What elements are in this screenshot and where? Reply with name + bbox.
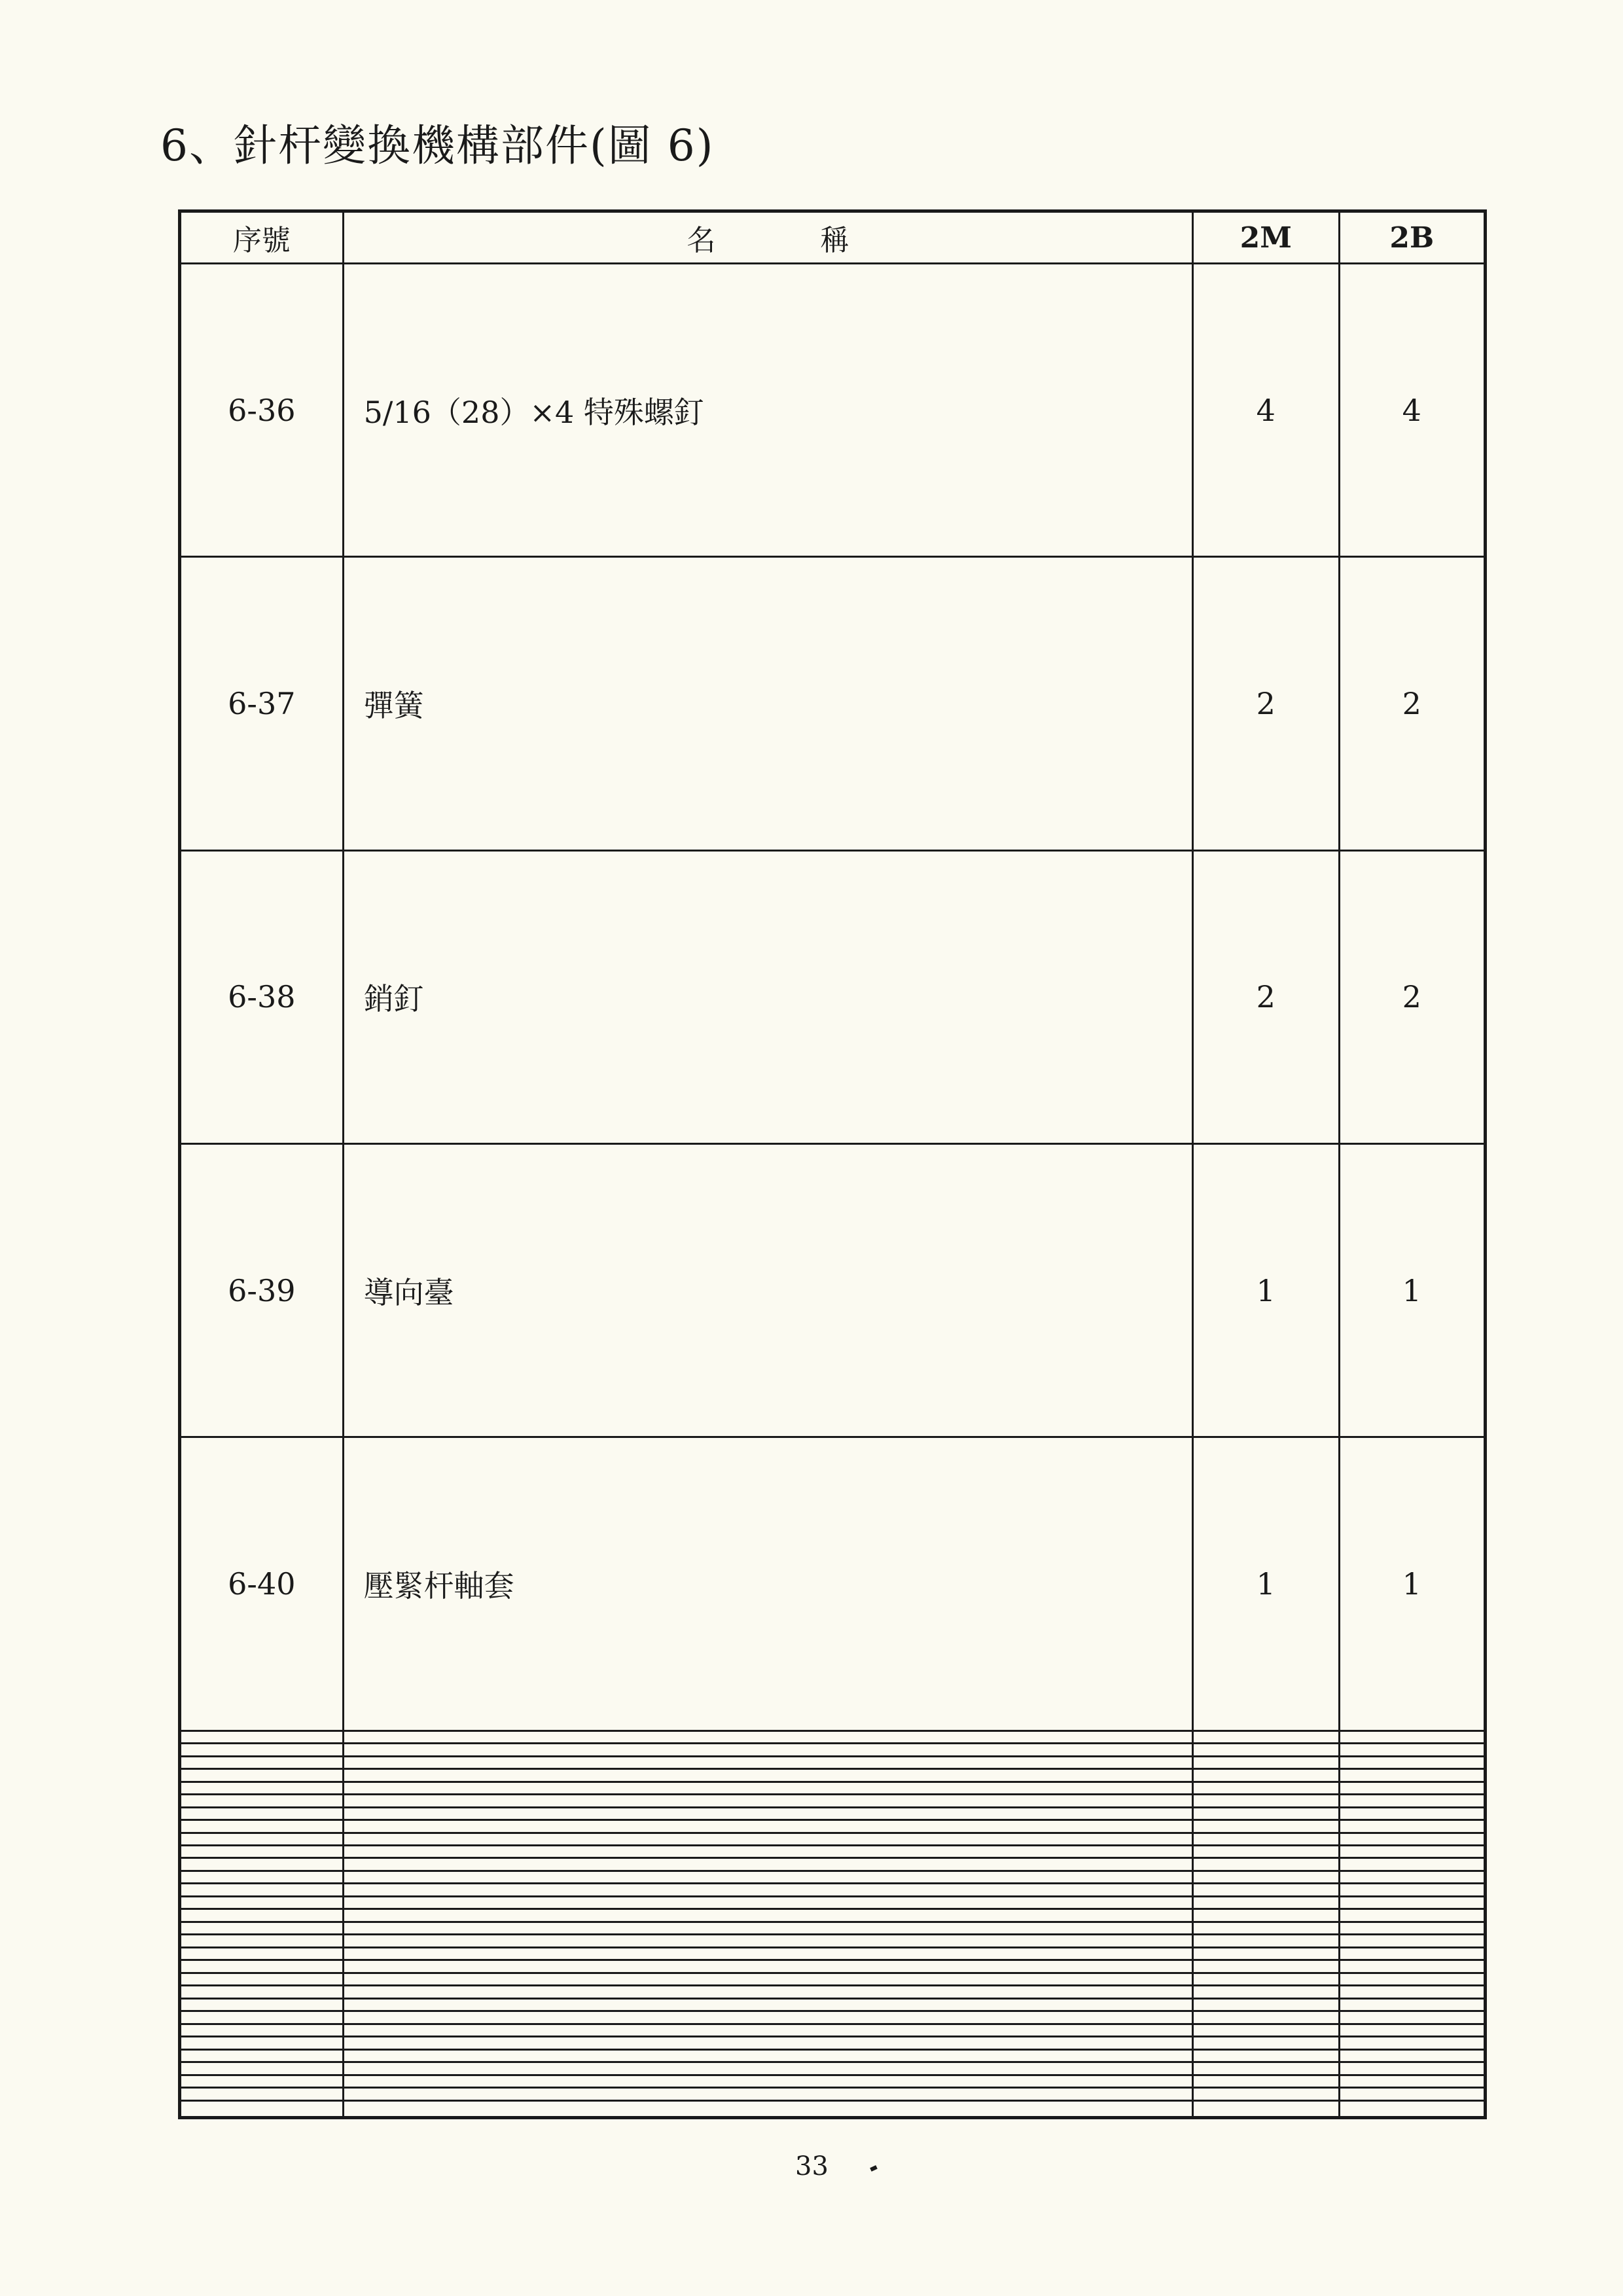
cell-qty-2b [1339,2075,1485,2087]
cell-qty-2b [1339,1896,1485,1909]
empty-table-row [180,2011,1486,2024]
table-row [180,850,1486,1143]
cell-name [343,2062,1192,2075]
cell-qty-2m [1193,1795,1339,1807]
cell-number [180,2049,344,2062]
empty-table-row [180,1935,1486,1947]
cell-number [180,1782,344,1794]
cell-qty-2b [1339,1986,1485,1998]
cell-number [180,2024,344,2036]
cell-qty-2m [1193,2088,1339,2100]
cell-qty-2b: 2 [1339,850,1485,1143]
cell-qty-2b [1339,1731,1485,1743]
cell-number [180,1986,344,1998]
empty-table-row [180,2075,1486,2087]
empty-table-row [180,1820,1486,1833]
cell-qty-2b [1339,2011,1485,2024]
cell-qty-2m: 2 [1193,557,1339,850]
cell-name [343,2024,1192,2036]
cell-number [180,1769,344,1782]
cell-name: 彈簧 [343,557,1192,850]
empty-table-row [180,1795,1486,1807]
cell-name: 銷釘 [343,850,1192,1143]
header-name [343,211,1192,264]
cell-name [343,1909,1192,1922]
cell-qty-2b [1339,1744,1485,1756]
cell-name [343,1820,1192,1833]
cell-name [343,1782,1192,1794]
table-row [180,264,1486,557]
cell-qty-2m: 1 [1193,1143,1339,1437]
cell-name [343,2037,1192,2049]
cell-number [180,1922,344,1934]
cell-qty-2m [1193,1807,1339,1820]
header-name-part2: 稱 [820,224,849,257]
cell-number [180,2075,344,2087]
cell-qty-2m [1193,2062,1339,2075]
header-qty-2m: 2M [1193,211,1339,264]
empty-table-row [180,1833,1486,1845]
cell-qty-2m [1193,1947,1339,1960]
cell-name: 壓緊杆軸套 [343,1437,1192,1731]
cell-qty-2b [1339,1846,1485,1858]
cell-qty-2b [1339,1795,1485,1807]
cell-qty-2b [1339,1973,1485,1985]
empty-table-row [180,1744,1486,1756]
empty-table-row [180,1909,1486,1922]
empty-table-row [180,1998,1486,2011]
cell-number [180,1960,344,1973]
empty-table-row [180,1731,1486,1743]
empty-table-row [180,1871,1486,1883]
cell-name [343,1731,1192,1743]
cell-qty-2m: 4 [1193,264,1339,557]
cell-name [343,1744,1192,1756]
cell-qty-2b [1339,1960,1485,1973]
cell-name: 5/16（28）×4 特殊螺釘 [343,264,1192,557]
empty-table-row [180,2037,1486,2049]
cell-qty-2m [1193,1858,1339,1871]
cell-qty-2m [1193,2037,1339,2049]
cell-qty-2b: 2 [1339,557,1485,850]
cell-qty-2b: 1 [1339,1143,1485,1437]
cell-number [180,2100,344,2117]
cell-name [343,1935,1192,1947]
empty-table-row [180,1782,1486,1794]
empty-table-row [180,1960,1486,1973]
table-body [180,264,1486,2118]
cell-qty-2m [1193,2049,1339,2062]
cell-number [180,2088,344,2100]
cell-number [180,1833,344,1845]
empty-table-row [180,1756,1486,1768]
cell-name [343,1896,1192,1909]
cell-number [180,1756,344,1768]
cell-name [343,1922,1192,1934]
cell-qty-2m [1193,2024,1339,2036]
header-number: 序號 [180,211,344,264]
cell-number [180,1744,344,1756]
cell-name [343,1833,1192,1845]
cell-number [180,1973,344,1985]
cell-number [180,1807,344,1820]
cell-name: 導向臺 [343,1143,1192,1437]
table-row [180,557,1486,850]
cell-number [180,2037,344,2049]
header-name-part1: 名 [687,224,716,257]
cell-qty-2b: 1 [1339,1437,1485,1731]
cell-name [343,2075,1192,2087]
cell-number: 6-38 [180,850,344,1143]
cell-number [180,2062,344,2075]
empty-table-row [180,2049,1486,2062]
empty-table-row [180,1884,1486,1896]
cell-number [180,1935,344,1947]
cell-number [180,1884,344,1896]
cell-qty-2m [1193,1922,1339,1934]
page-title: 6、針杆變換機構部件(圖 6) [160,120,715,171]
cell-number: 6-36 [180,264,344,557]
empty-table-row [180,1858,1486,1871]
header-qty-2b: 2B [1339,211,1485,264]
cell-qty-2b [1339,2100,1485,2117]
page-number: 33 [795,2151,829,2181]
cell-qty-2b [1339,1756,1485,1768]
cell-name [343,1960,1192,1973]
empty-table-row [180,1769,1486,1782]
cell-qty-2m [1193,1744,1339,1756]
cell-name [343,1769,1192,1782]
cell-qty-2m [1193,1960,1339,1973]
empty-table-row [180,1973,1486,1985]
cell-number [180,1947,344,1960]
cell-number [180,1871,344,1883]
cell-qty-2m [1193,1846,1339,1858]
cell-number: 6-40 [180,1437,344,1731]
cell-qty-2b [1339,1871,1485,1883]
cell-qty-2b [1339,2062,1485,2075]
cell-qty-2b [1339,1935,1485,1947]
cell-qty-2b [1339,2088,1485,2100]
cell-qty-2m [1193,1973,1339,1985]
cell-qty-2m [1193,2100,1339,2117]
cell-qty-2m: 1 [1193,1437,1339,1731]
cell-qty-2b [1339,1820,1485,1833]
cell-name [343,1846,1192,1858]
cell-number [180,1998,344,2011]
cell-qty-2b [1339,1947,1485,1960]
empty-table-row [180,1807,1486,1820]
cell-qty-2m: 2 [1193,850,1339,1143]
cell-name [343,2049,1192,2062]
cell-name [343,1973,1192,1985]
cell-qty-2b [1339,1858,1485,1871]
cell-number [180,1820,344,1833]
cell-qty-2m [1193,1884,1339,1896]
empty-table-row [180,1986,1486,1998]
cell-qty-2b: 4 [1339,264,1485,557]
cell-name [343,1871,1192,1883]
cell-qty-2b [1339,1769,1485,1782]
cell-qty-2b [1339,1807,1485,1820]
parts-table [178,209,1487,2119]
cell-name [343,1947,1192,1960]
cell-name [343,2088,1192,2100]
cell-qty-2m [1193,2011,1339,2024]
empty-table-row [180,1896,1486,1909]
empty-table-row [180,2100,1486,2117]
empty-table-row [180,2088,1486,2100]
cell-qty-2m [1193,1820,1339,1833]
cell-qty-2m [1193,1998,1339,2011]
cell-name [343,1795,1192,1807]
cell-qty-2m [1193,1909,1339,1922]
cell-name [343,1998,1192,2011]
table-row [180,1437,1486,1731]
cell-name [343,2011,1192,2024]
cell-number [180,1795,344,1807]
cell-qty-2b [1339,2037,1485,2049]
cell-qty-2b [1339,1782,1485,1794]
cell-number [180,1896,344,1909]
cell-qty-2b [1339,2024,1485,2036]
cell-qty-2m [1193,1756,1339,1768]
empty-table-row [180,2024,1486,2036]
cell-name [343,1756,1192,1768]
cell-name [343,1858,1192,1871]
scan-speck [870,2165,878,2172]
cell-qty-2b [1339,1998,1485,2011]
cell-number [180,1858,344,1871]
cell-name [343,2100,1192,2117]
cell-number [180,1909,344,1922]
cell-name [343,1884,1192,1896]
empty-table-row [180,1922,1486,1934]
cell-qty-2b [1339,1909,1485,1922]
empty-table-row [180,1947,1486,1960]
table-row [180,1143,1486,1437]
empty-table-row [180,2062,1486,2075]
cell-qty-2b [1339,1833,1485,1845]
cell-name [343,1986,1192,1998]
cell-number [180,2011,344,2024]
cell-name [343,1807,1192,1820]
cell-number: 6-39 [180,1143,344,1437]
cell-number [180,1846,344,1858]
cell-qty-2m [1193,1782,1339,1794]
cell-qty-2b [1339,2049,1485,2062]
cell-qty-2m [1193,1731,1339,1743]
cell-qty-2b [1339,1884,1485,1896]
cell-qty-2b [1339,1922,1485,1934]
empty-table-row [180,1846,1486,1858]
cell-qty-2m [1193,1833,1339,1845]
table-header-row [180,211,1486,264]
cell-qty-2m [1193,1935,1339,1947]
cell-qty-2m [1193,2075,1339,2087]
cell-qty-2m [1193,1769,1339,1782]
cell-qty-2m [1193,1871,1339,1883]
cell-number [180,1731,344,1743]
cell-qty-2m [1193,1986,1339,1998]
cell-qty-2m [1193,1896,1339,1909]
cell-number: 6-37 [180,557,344,850]
